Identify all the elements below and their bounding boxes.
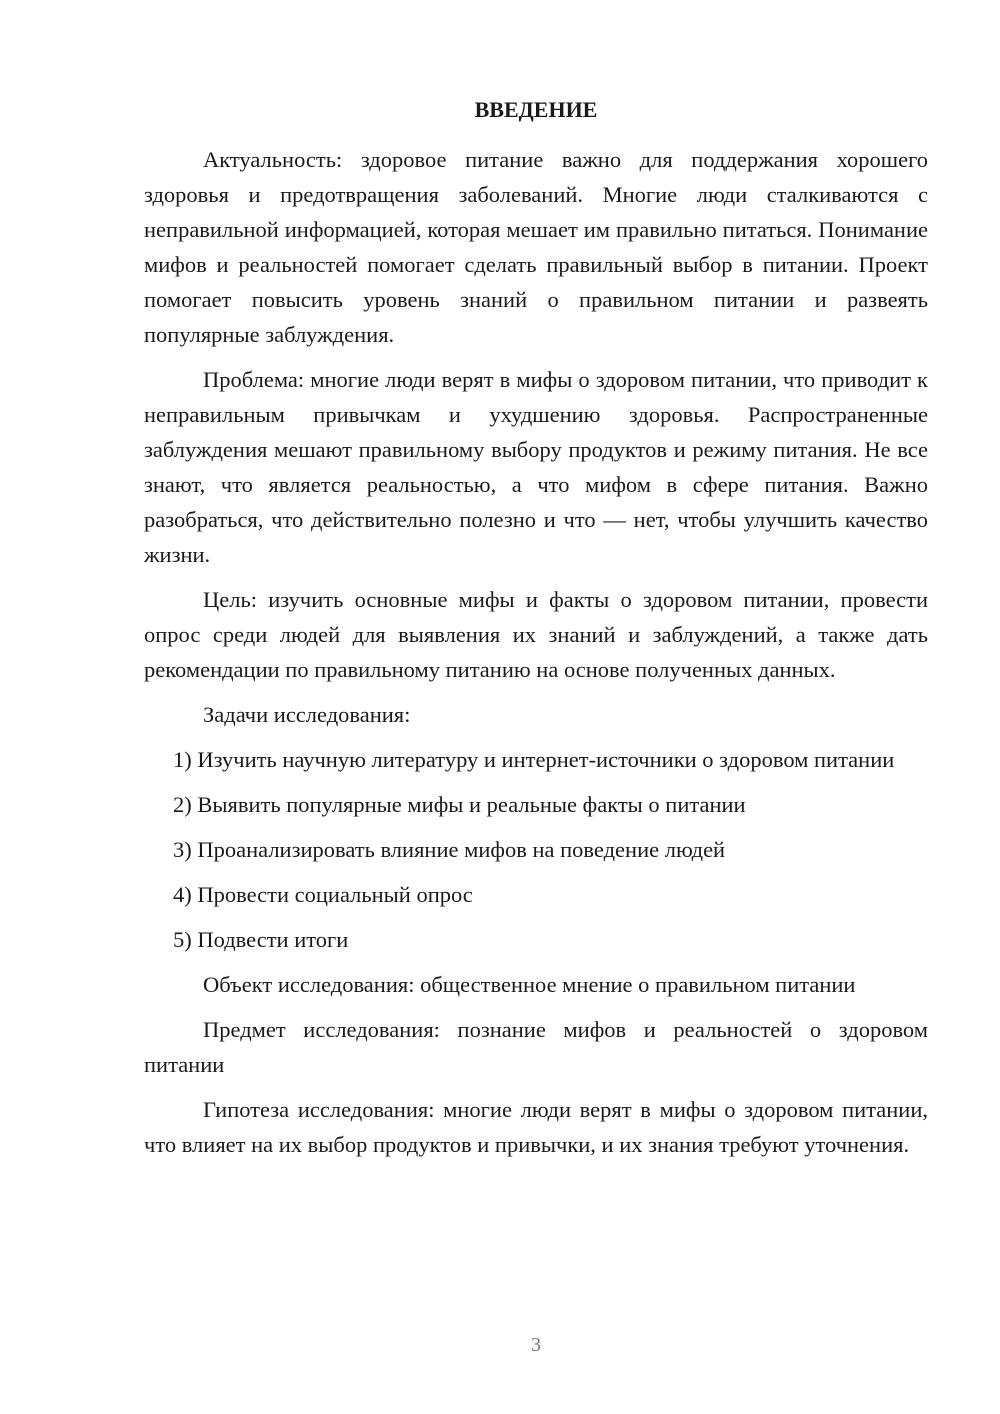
section-title: ВВЕДЕНИЕ bbox=[474, 97, 598, 122]
page-content bbox=[144, 94, 928, 1172]
paragraph-object: Объект исследования: общественное мнение о правильном питании bbox=[203, 972, 856, 997]
page-number: 3 bbox=[531, 1334, 541, 1356]
task-item-2: 2) Выявить популярные мифы и реальные факты о питании bbox=[173, 792, 746, 817]
task-item-5: 5) Подвести итоги bbox=[173, 927, 349, 952]
task-item-4: 4) Провести социальный опрос bbox=[173, 882, 473, 907]
paragraph-tasks-heading: Задачи исследования: bbox=[203, 702, 411, 727]
paragraph-goal: Цель: изучить основные мифы и факты о здоровом питании, провести опрос среди людей для выявления их знаний и заблуждений, а также дать рекомендации по правильному питанию на основе полученных данных. bbox=[144, 587, 928, 682]
paragraph-problem: Проблема: многие люди верят в мифы о здоровом питании, что приводит к неправильным привычкам и ухудшению здоровья. Распространенные заблуждения мешают правильному выбору продуктов и режиму питания. Не все знают, что является реальностью, а что мифом в сфере питания. Важно разобраться, что действительно полезно и что — нет, чтобы улучшить качество жизни. bbox=[144, 367, 928, 567]
task-item-3: 3) Проанализировать влияние мифов на поведение людей bbox=[173, 837, 726, 862]
paragraph-subject: Предмет исследования: познание мифов и реальностей о здоровом питании bbox=[144, 1017, 928, 1077]
paragraph-hypothesis: Гипотеза исследования: многие люди верят в мифы о здоровом питании, что влияет на их выбор продуктов и привычки, и их знания требуют уточнения. bbox=[144, 1097, 928, 1157]
task-item-1: 1) Изучить научную литературу и интернет-источники о здоровом питании bbox=[173, 747, 895, 772]
paragraph-relevance: Актуальность: здоровое питание важно для поддержания хорошего здоровья и предотвращения заболеваний. Многие люди сталкиваются с неправильной информацией, которая мешает им правильно питаться. Понимание мифов и реальностей помогает сделать правильный выбор в питании. Проект помогает повысить уровень знаний о правильном питании и развеять популярные заблуждения. bbox=[144, 147, 928, 347]
